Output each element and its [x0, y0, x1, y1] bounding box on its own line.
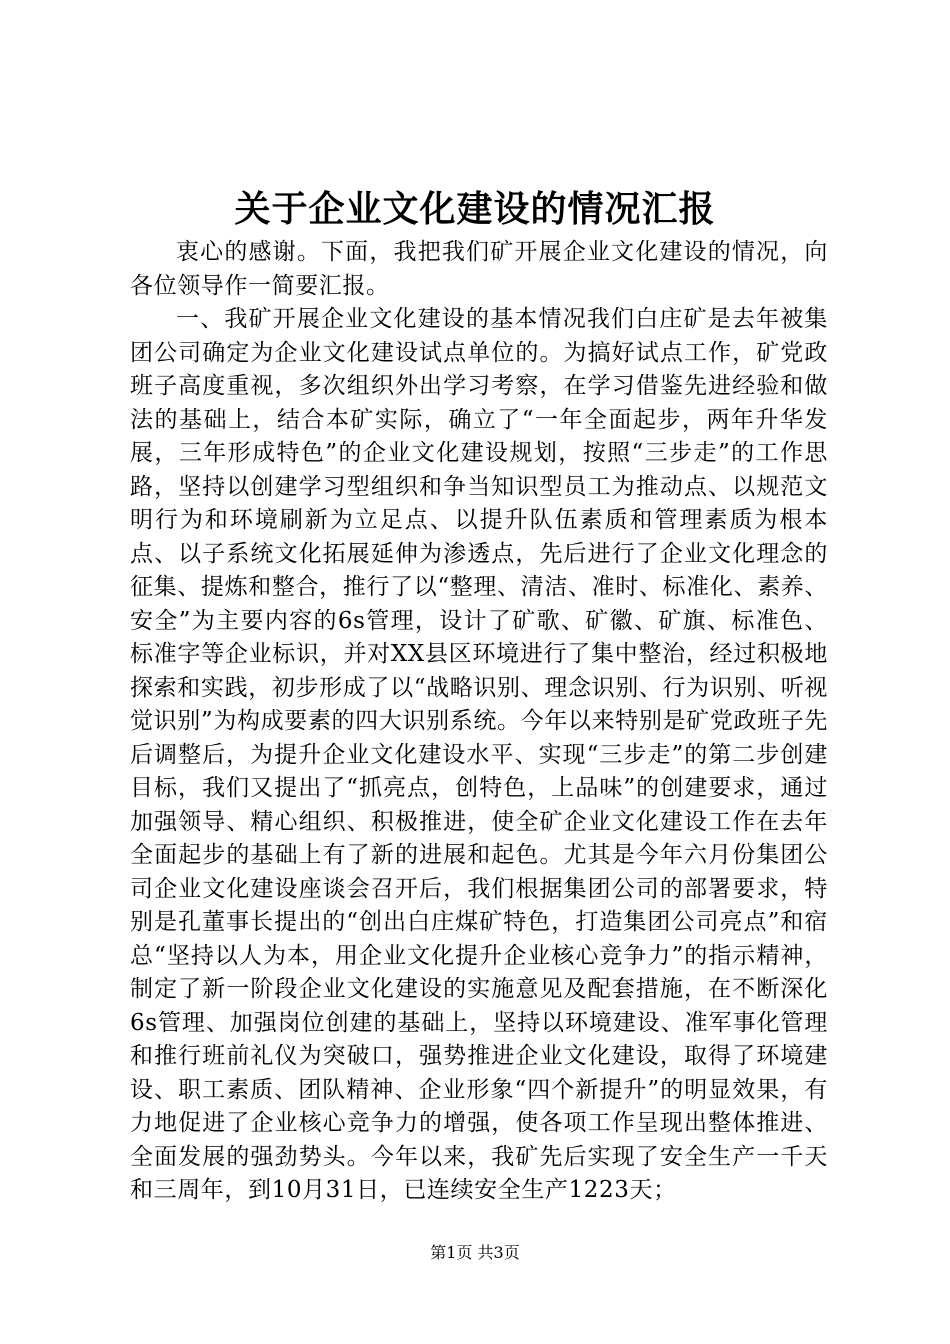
paragraph: 衷心的感谢。下面，我把我们矿开展企业文化建设的情况，向各位领导作一简要汇报。 — [130, 239, 828, 299]
page-number-footer: 第1页 共3页 — [430, 1243, 520, 1262]
paragraph: 一、我矿开展企业文化建设的基本情况我们白庄矿是去年被集团公司确定为企业文化建设试点单位的。为搞好试点工作，矿党政班子高度重视，多次组织外出学习考察，在学习借鉴先进经验和做法的基础上，结合本矿实际，确立了“一年全面起步，两年升华发展，三年形成特色”的企业文化建设规划，按照“三步走”的工作思路，坚持以创建学习型组织和争当知识型员工为推动点、以规范文明行为和环境刷新为立足点、以提升队伍素质和管理素质为根本点、以子系统文化拓展延伸为渗透点，先后进行了企业文化理念的征集、提炼和整合，推行了以“整理、清洁、准时、标准化、素养、安全”为主要内容的6s管理，设计了矿歌、矿徽、矿旗、标准色、标准字等企业标识，并对XX县区环境进行了集中整治，经过积极地探索和实践，初步形成了以“战略识别、理念识别、行为识别、听视觉识别”为构成要素的四大识别系统。今年以来特别是矿党政班子先后调整后，为提升企业文化建设水平、实现“三步走”的第二步创建目标，我们又提出了“抓亮点，创特色，上品味”的创建要求，通过加强领导、精心组织、积极推进，使全矿企业文化建设工作在去年全面起步的基础上有了新的进展和起色。尤其是今年六月份集团公司企业文化建设座谈会召开后，我们根据集团公司的部署要求，特别是孔董事长提出的“创出白庄煤矿特色，打造集团公司亮点”和宿总“坚持以人为本，用企业文化提升企业核心竞争力”的指示精神，制定了新一阶段企业文化建设的实施意见及配套措施，在不断深化6s管理、加强岗位创建的基础上，坚持以环境建设、准军事化管理和推行班前礼仪为突破口，强势推进企业文化建设，取得了环境建设、职工素质、团队精神、企业形象“四个新提升”的明显效果，有力地促进了企业核心竞争力的增强，使各项工作呈现出整体推进、全面发展的强劲势头。今年以来，我矿先后实现了安全生产一千天和三周年，到10月31日，已连续安全生产1223天； — [130, 306, 828, 1203]
document-title: 关于企业文化建设的情况汇报 — [234, 188, 716, 230]
document-body — [130, 236, 828, 1208]
